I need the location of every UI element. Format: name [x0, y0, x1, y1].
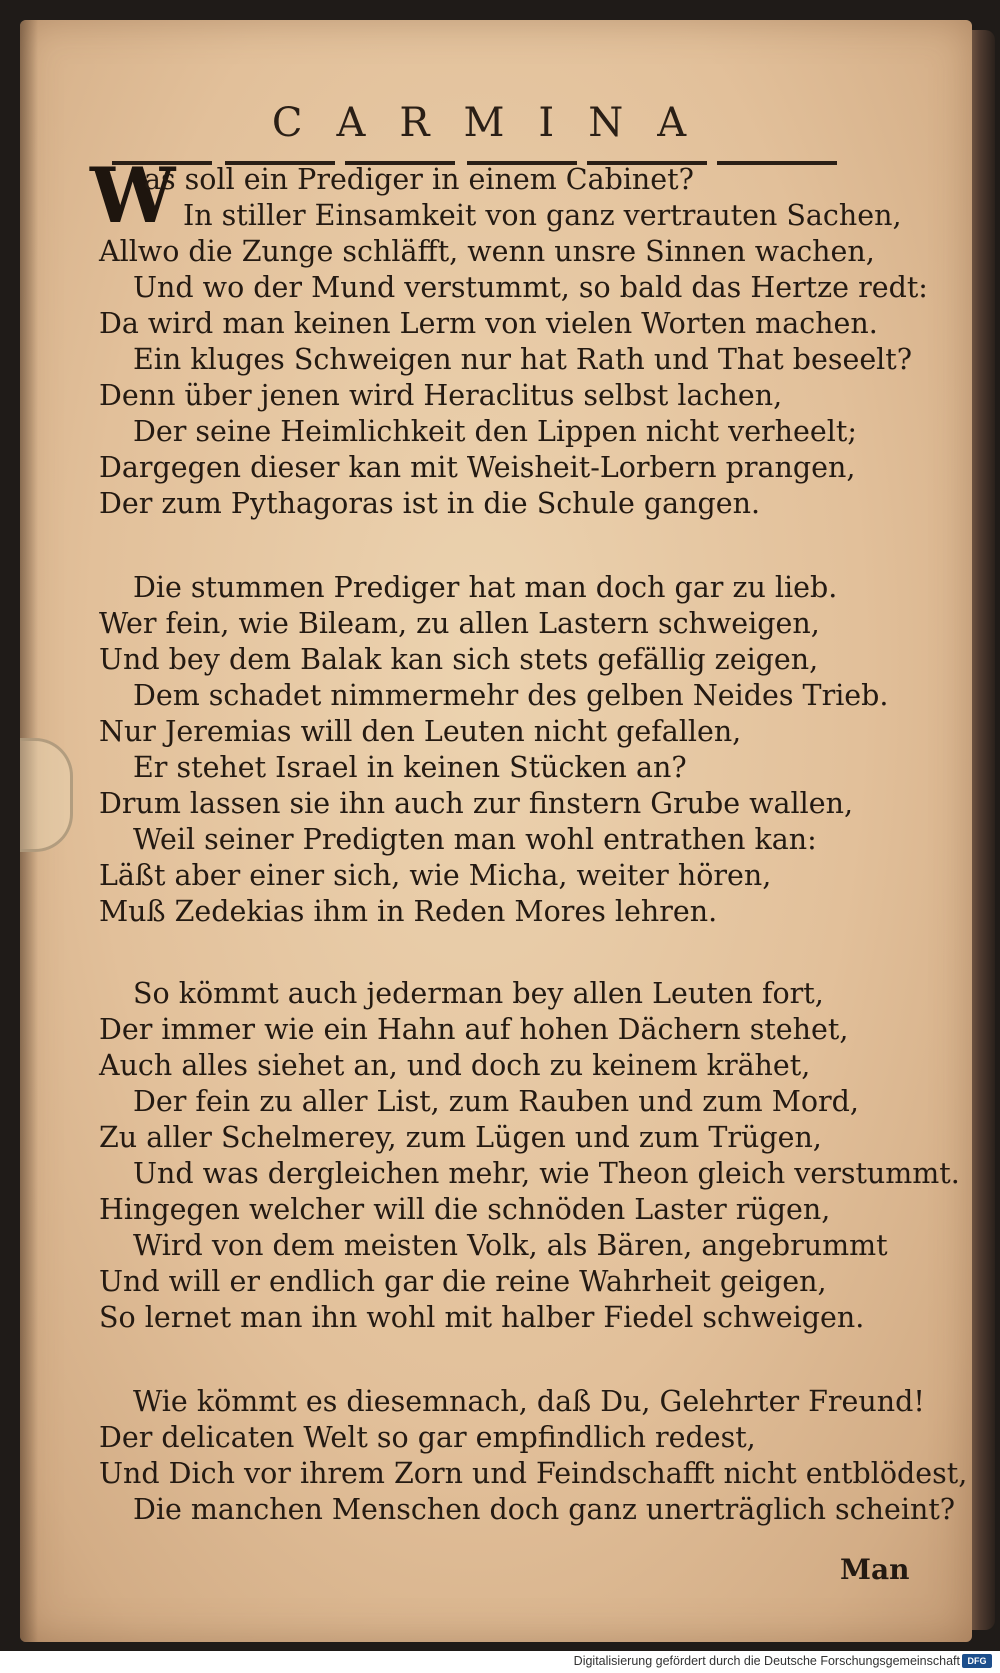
- verse-line: Und Dich vor ihrem Zorn und Feindschafft nicht entblödest,: [99, 1457, 968, 1490]
- verse-line: Wird von dem meisten Volk, als Bären, angebrummt: [133, 1229, 888, 1262]
- verse-line: Wie kömmt es diesemnach, daß Du, Gelehrter Freund!: [133, 1385, 925, 1418]
- dfg-logo: DFG: [962, 1654, 992, 1668]
- verse-line: Ein kluges Schweigen nur hat Rath und That beseelt?: [133, 343, 913, 376]
- verse-line: Da wird man keinen Lerm von vielen Worten machen.: [99, 307, 878, 340]
- verse-line: Drum lassen sie ihn auch zur finstern Grube wallen,: [99, 787, 854, 820]
- running-title: CARMINA: [271, 100, 721, 146]
- verse-line: Muß Zedekias ihm in Reden Mores lehren.: [99, 895, 718, 928]
- catchword: Man: [840, 1553, 910, 1586]
- verse-line: Weil seiner Predigten man wohl entrathen kan:: [133, 823, 817, 856]
- verse-line: Die manchen Menschen doch ganz unerträglich scheint?: [133, 1493, 956, 1526]
- verse-line: as soll ein Prediger in einem Cabinet?: [144, 163, 694, 196]
- verse-line: Die stummen Prediger hat man doch gar zu lieb.: [133, 571, 838, 604]
- bookmark-tab: [20, 738, 73, 852]
- verse-line: Dem schadet nimmermehr des gelben Neides Trieb.: [133, 679, 889, 712]
- verse-line: Der zum Pythagoras ist in die Schule gangen.: [99, 487, 761, 520]
- verse-line: In stiller Einsamkeit von ganz vertrauten Sachen,: [183, 199, 902, 232]
- book-page: [20, 20, 972, 1642]
- verse-line: Auch alles siehet an, und doch zu keinem krähet,: [99, 1049, 811, 1082]
- verse-line: Zu aller Schelmerey, zum Lügen und zum Trügen,: [99, 1121, 822, 1154]
- verse-line: Allwo die Zunge schläfft, wenn unsre Sinnen wachen,: [99, 235, 875, 268]
- verse-line: Hingegen welcher will die schnöden Laster rügen,: [99, 1193, 831, 1226]
- verse-line: Und bey dem Balak kan sich stets gefällig zeigen,: [99, 643, 819, 676]
- verse-line: So kömmt auch jederman bey allen Leuten fort,: [133, 977, 824, 1010]
- verse-line: Der fein zu aller List, zum Rauben und zum Mord,: [133, 1085, 859, 1118]
- verse-line: Denn über jenen wird Heraclitus selbst lachen,: [99, 379, 783, 412]
- verse-line: Läßt aber einer sich, wie Micha, weiter hören,: [99, 859, 772, 892]
- verse-line: Wer fein, wie Bileam, zu allen Lastern schweigen,: [99, 607, 820, 640]
- verse-line: Und was dergleichen mehr, wie Theon gleich verstummt.: [133, 1157, 960, 1190]
- verse-line: Dargegen dieser kan mit Weisheit-Lorbern prangen,: [99, 451, 856, 484]
- verse-line: So lernet man ihn wohl mit halber Fiedel schweigen.: [99, 1301, 865, 1334]
- drop-cap: W: [90, 151, 176, 240]
- verse-line: Der seine Heimlichkeit den Lippen nicht verheelt;: [133, 415, 857, 448]
- digitization-footer: [0, 1651, 1000, 1673]
- verse-line: Und will er endlich gar die reine Wahrheit geigen,: [99, 1265, 827, 1298]
- verse-line: Der immer wie ein Hahn auf hohen Dächern stehet,: [99, 1013, 849, 1046]
- verse-line: Der delicaten Welt so gar empfindlich redest,: [99, 1421, 756, 1454]
- title-rule: [717, 161, 837, 165]
- verse-line: Er stehet Israel in keinen Stücken an?: [133, 751, 687, 784]
- verse-line: Und wo der Mund verstummt, so bald das Hertze redt:: [133, 271, 928, 304]
- verse-line: Nur Jeremias will den Leuten nicht gefallen,: [99, 715, 742, 748]
- funding-credit: Digitalisierung gefördert durch die Deutsche Forschungsgemeinschaft: [573, 1654, 960, 1668]
